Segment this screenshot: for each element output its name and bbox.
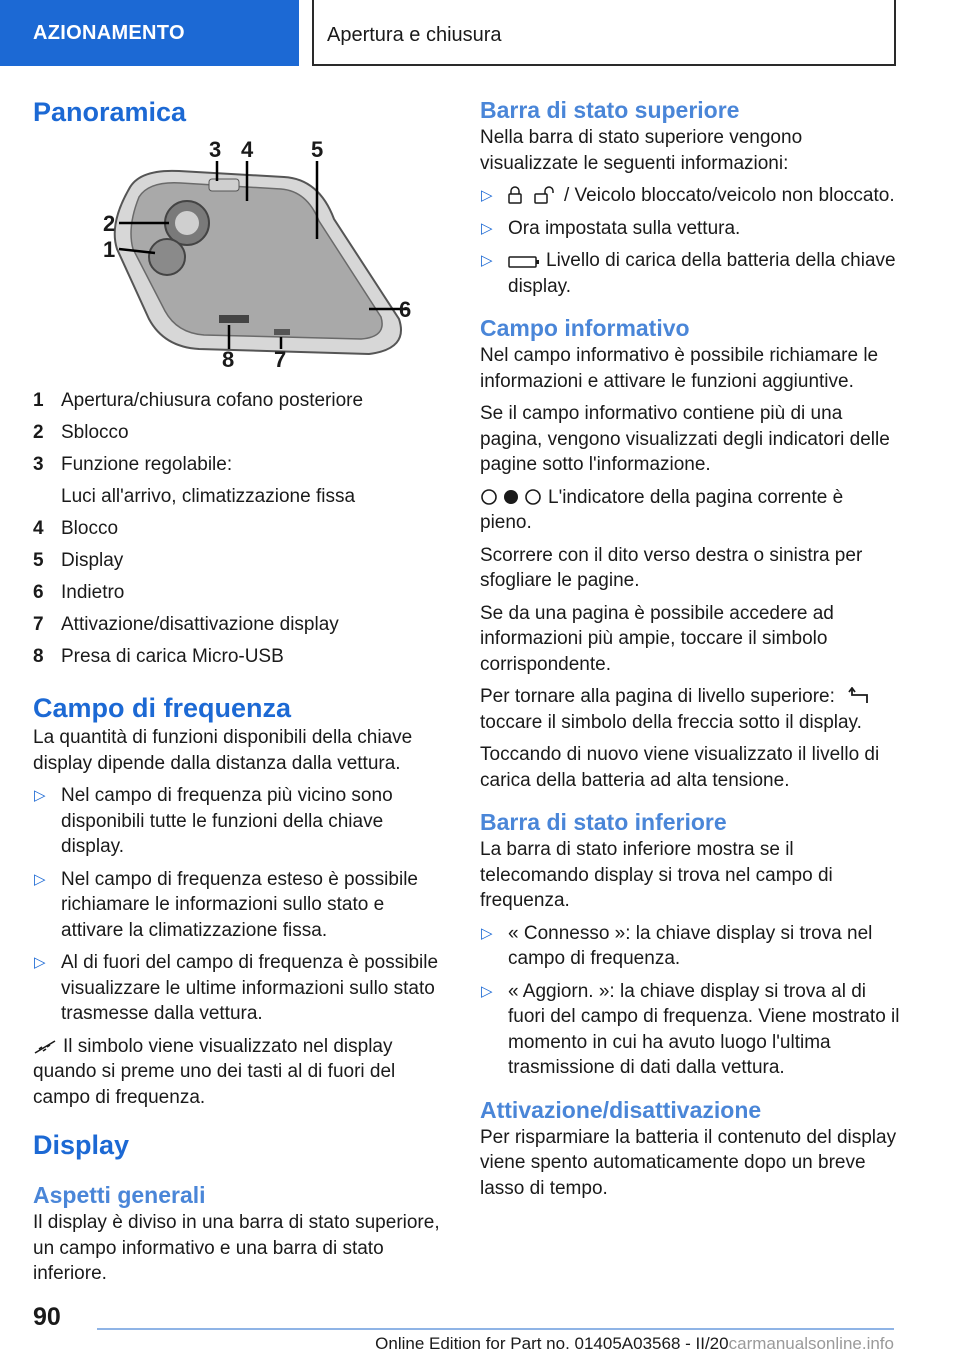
legend-item bbox=[33, 641, 445, 673]
bullet-triangle-icon: ▷ bbox=[481, 982, 493, 1000]
page-indicator-icon bbox=[480, 488, 542, 506]
top-bar-list bbox=[480, 183, 900, 299]
info-paragraph: Nel campo informativo è possibile richiamare le informazioni e attivare le funzioni aggiuntive. bbox=[480, 345, 879, 392]
right-column bbox=[480, 95, 900, 1208]
general-text: Il display è diviso in una barra di stato superiore, un campo informativo e una barra di stato inferiore. bbox=[33, 1212, 440, 1284]
info-paragraph: Se il campo informativo contiene più di una pagina, vengono visualizzati degli indicatori delle pagine sotto l'informazione. bbox=[480, 403, 890, 475]
legend-item bbox=[33, 577, 445, 609]
legend-number: 3 bbox=[33, 454, 44, 475]
list-item-text: Nel campo di frequenza più vicino sono disponibili tutte le funzioni della chiave display. bbox=[61, 785, 393, 857]
list-item-text: Livello di carica della batteria della chiave display. bbox=[508, 250, 896, 297]
legend-item bbox=[33, 545, 445, 577]
info-p6-text: Per tornare alla pagina di livello superiore: bbox=[480, 686, 835, 707]
bullet-triangle-icon: ▷ bbox=[481, 924, 493, 942]
bullet-triangle-icon: ▷ bbox=[34, 787, 46, 804]
bottom-bar-intro: La barra di stato inferiore mostra se il telecomando display si trova nel campo di frequenza. bbox=[480, 839, 833, 911]
range-note-text: Il simbolo viene visualizzato nel display quando si preme uno dei tasti al di fuori del campo di frequenza. bbox=[33, 1035, 396, 1108]
general-title: Aspetti generali bbox=[33, 1182, 206, 1208]
legend-number bbox=[33, 481, 61, 513]
unlock-icon bbox=[532, 186, 558, 204]
activation-title: Attivazione/disattivazione bbox=[480, 1096, 762, 1123]
legend-number: 2 bbox=[33, 422, 44, 443]
figure-label-7: 7 bbox=[274, 347, 287, 372]
legend-number: 6 bbox=[33, 582, 44, 603]
info-p6b-text: toccare il simbolo della freccia sotto il display. bbox=[480, 711, 862, 733]
legend-number: 4 bbox=[33, 518, 44, 539]
bottom-bar-list bbox=[480, 921, 900, 1081]
footer-watermark: carmanualsonline.info bbox=[728, 1334, 894, 1353]
list-item bbox=[480, 216, 900, 242]
figure-label-6: 6 bbox=[399, 297, 412, 322]
list-item-text: Al di fuori del campo di frequenza è possibile visualizzare le ultime informazioni sullo stato trasmesse dalla vettura. bbox=[61, 952, 439, 1024]
list-item bbox=[33, 950, 445, 1027]
info-paragraph: Se da una pagina è possibile accedere ad informazioni più ampie, toccare il simbolo corrispondente. bbox=[480, 602, 834, 675]
display-title: Display bbox=[33, 1130, 130, 1160]
legend-item bbox=[33, 449, 445, 481]
figure-label-8: 8 bbox=[222, 347, 235, 372]
range-note bbox=[33, 1034, 445, 1111]
legend-label: Blocco bbox=[61, 518, 119, 539]
list-item bbox=[480, 248, 900, 299]
back-arrow-icon bbox=[848, 687, 870, 705]
range-list bbox=[33, 783, 445, 1027]
legend-label: Apertura/chiusura cofano posteriore bbox=[61, 390, 364, 411]
header-chapter-title: Apertura e chiusura bbox=[312, 0, 896, 66]
display-key-illustration bbox=[69, 149, 412, 369]
figure-label-3: 3 bbox=[209, 137, 222, 162]
legend-label: Indietro bbox=[61, 582, 125, 603]
legend-label: Attivazione/disattivazione display bbox=[61, 614, 339, 635]
top-bar-intro: Nella barra di stato superiore vengono visualizzate le seguenti informazioni: bbox=[480, 127, 803, 174]
list-item-text: / Veicolo bloccato/veicolo non bloccato. bbox=[564, 185, 895, 206]
footer-edition bbox=[290, 1330, 894, 1358]
legend-item bbox=[33, 417, 445, 449]
legend-label: Luci all'arrivo, climatizzazione fissa bbox=[61, 486, 356, 507]
info-title: Campo informativo bbox=[480, 315, 690, 341]
legend-item bbox=[33, 481, 445, 513]
figure-legend bbox=[33, 385, 445, 673]
list-item-text: Ora impostata sulla vettura. bbox=[508, 217, 741, 239]
figure-label-1: 1 bbox=[103, 237, 116, 262]
legend-number: 1 bbox=[33, 390, 44, 411]
range-title: Campo di frequenza bbox=[33, 693, 292, 723]
list-item-text: « Connesso »: la chiave display si trova nel campo di frequenza. bbox=[508, 922, 873, 969]
list-item bbox=[33, 867, 445, 944]
figure-label-5: 5 bbox=[311, 137, 324, 162]
info-paragraph bbox=[480, 684, 900, 735]
info-paragraph: Toccando di nuovo viene visualizzato il livello di carica della batteria ad alta tensione. bbox=[480, 744, 880, 791]
header-section-tab: AZIONAMENTO bbox=[0, 0, 299, 66]
bullet-triangle-icon: ▷ bbox=[34, 870, 46, 888]
legend-item bbox=[33, 513, 445, 545]
legend-number: 8 bbox=[33, 646, 44, 667]
bullet-triangle-icon: ▷ bbox=[481, 187, 493, 204]
list-item-text: Nel campo di frequenza esteso è possibile richiamare le informazioni sullo stato e attivare la climatizzazione fissa. bbox=[61, 868, 418, 941]
legend-number: 7 bbox=[33, 614, 44, 635]
legend-label: Funzione regolabile: bbox=[61, 454, 233, 475]
battery-icon bbox=[508, 255, 540, 269]
activation-text: Per risparmiare la batteria il contenuto del display viene spento automaticamente dopo un breve lasso di tempo. bbox=[480, 1126, 897, 1199]
bullet-triangle-icon: ▷ bbox=[481, 219, 493, 237]
left-column bbox=[33, 95, 445, 1294]
figure-label-4: 4 bbox=[241, 137, 254, 162]
info-paragraph bbox=[480, 485, 900, 536]
overview-title: Panoramica bbox=[33, 97, 187, 127]
legend-item bbox=[33, 385, 445, 417]
display-key-figure bbox=[69, 137, 412, 372]
list-item bbox=[33, 783, 445, 860]
bullet-triangle-icon: ▷ bbox=[481, 252, 493, 269]
list-item-text: « Aggiorn. »: la chiave display si trova al di fuori del campo di frequenza. Viene mostrato il momento in cui ha avuto luogo l'ultima trasmissione di dati dalla vettura. bbox=[508, 980, 900, 1078]
top-bar-title: Barra di stato superiore bbox=[480, 97, 740, 123]
legend-label: Presa di carica Micro-USB bbox=[61, 646, 284, 667]
legend-label: Sblocco bbox=[61, 422, 129, 443]
footer-edition-text: Online Edition for Part no. 01405A03568 - II/20 bbox=[375, 1334, 729, 1353]
figure-label-2: 2 bbox=[103, 211, 116, 236]
bullet-triangle-icon: ▷ bbox=[34, 954, 46, 971]
lock-icon bbox=[508, 186, 522, 204]
info-p3-text: L'indicatore della pagina corrente è pieno. bbox=[480, 486, 844, 533]
list-item bbox=[480, 979, 900, 1081]
info-paragraph: Scorrere con il dito verso destra o sinistra per sfogliare le pagine. bbox=[480, 544, 863, 591]
legend-label: Display bbox=[61, 550, 124, 571]
bottom-bar-title: Barra di stato inferiore bbox=[480, 809, 727, 835]
list-item bbox=[480, 921, 900, 972]
range-intro: La quantità di funzioni disponibili della chiave display dipende dalla distanza dalla vettura. bbox=[33, 727, 413, 774]
legend-item bbox=[33, 609, 445, 641]
out-of-range-icon bbox=[33, 1039, 57, 1055]
list-item bbox=[480, 183, 900, 209]
legend-number: 5 bbox=[33, 550, 44, 571]
page-number: 90 bbox=[33, 1303, 61, 1331]
